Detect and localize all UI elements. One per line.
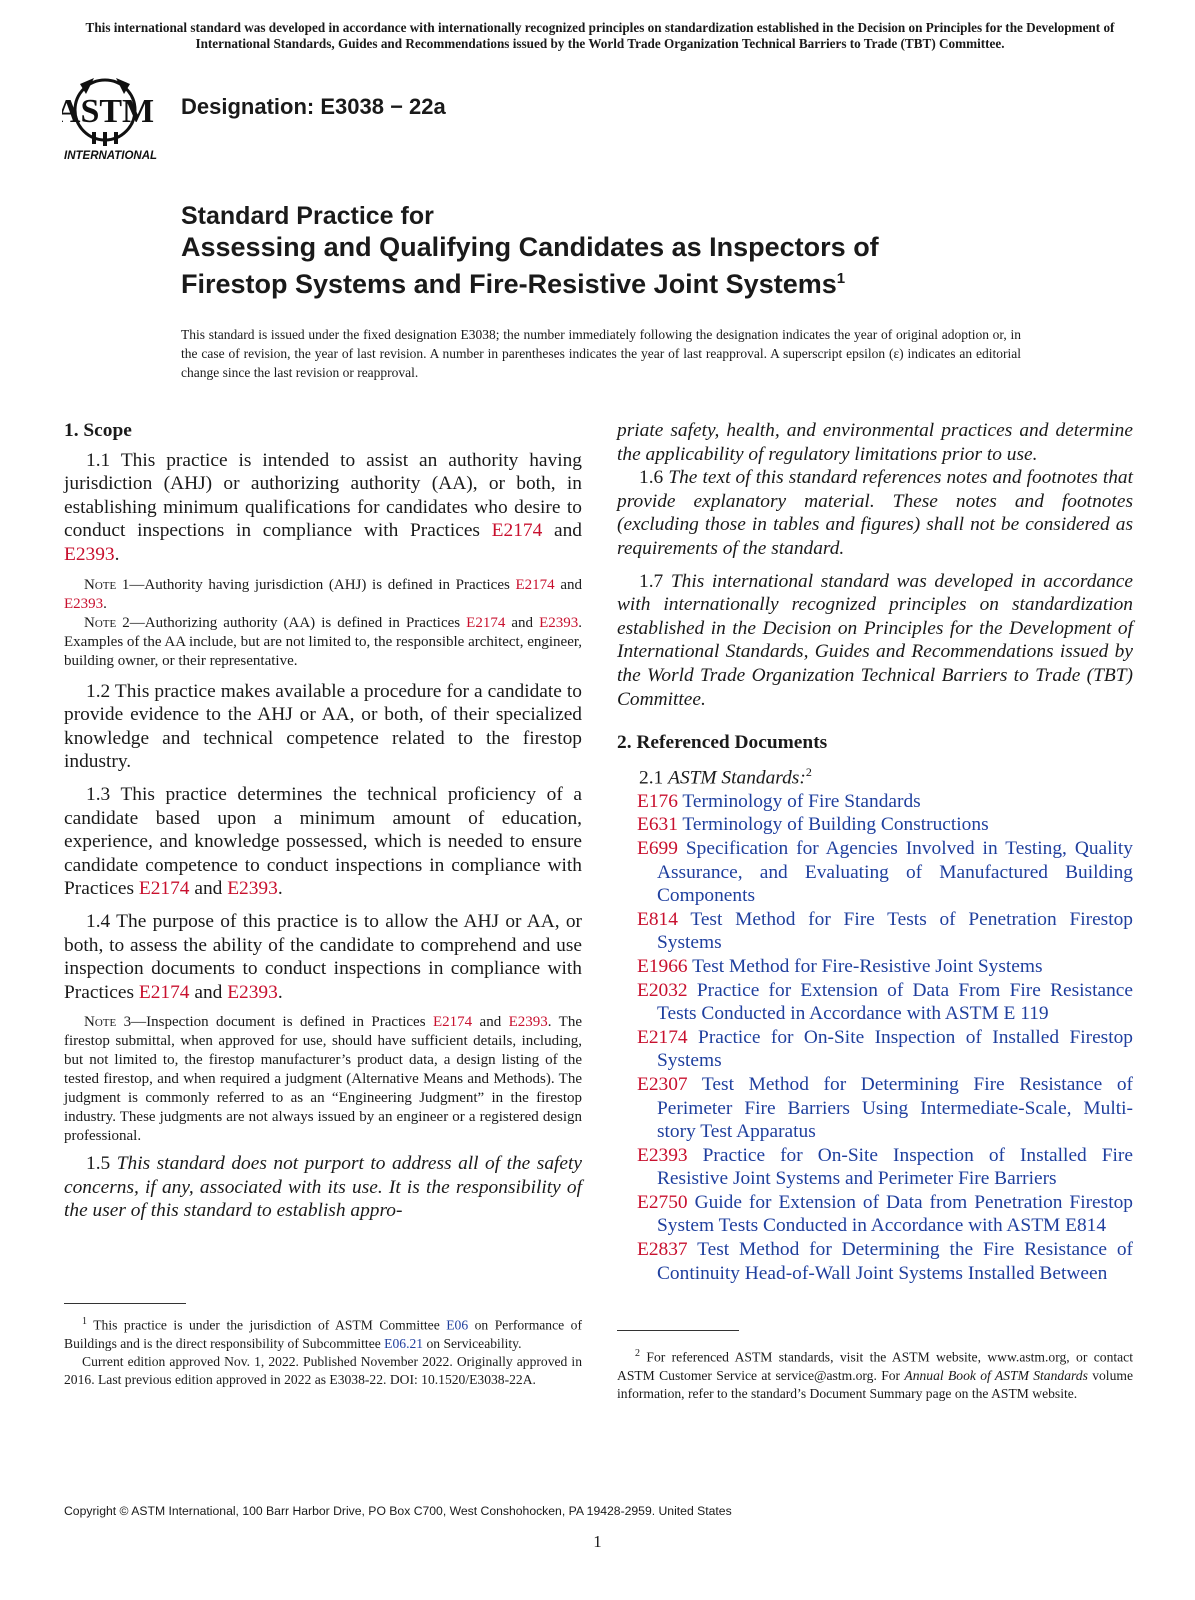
note-2 — [64, 614, 582, 671]
link-e2393[interactable]: E2393 — [64, 595, 104, 612]
text: volume information, refer to the standard’s Document Summary page on the ASTM website. — [617, 1367, 1133, 1401]
text: . Examples of the AA include, but are not limited to, the responsible architect, engineer, building owner, or their representative. — [64, 614, 582, 669]
ref-code[interactable]: E699 — [637, 837, 678, 859]
text: and — [189, 878, 228, 900]
section-1-4 — [64, 910, 582, 1004]
note-1 — [64, 576, 582, 614]
wto-notice: This international standard was developed in accordance with internationally recognized principles on standardization established in the Decision on Principles for the Development of International Standards, Guides and Recommendations issued by the World Trade Organization Technical Barriers to Trade (TBT) Committee. — [85, 20, 1115, 51]
section-1-6 — [617, 466, 1133, 560]
copyright: Copyright © ASTM International, 100 Barr Harbor Drive, PO Box C700, West Conshohocken, PA 19428-2959. United States — [64, 1504, 732, 1518]
section-1-1 — [64, 449, 582, 567]
text: . — [103, 595, 107, 612]
title-footnote-mark: 1 — [836, 270, 846, 287]
text: . The firestop submittal, when approved for use, should have sufficient details, including, but not limited to, the firestop manufacturer’s product data, a design listing of the tested firestop, and when required a judgment (Alternative Means and Methods). The judgment is commonly referred to as an “Engineering Judgment” in the firestop industry. These judgments are not always issued by an engineer or a registered design professional. — [64, 1014, 582, 1145]
referenced-documents-heading: 2. Referenced Documents — [617, 732, 828, 754]
scope-heading: 1. Scope — [64, 420, 132, 441]
footnote-2 — [617, 1345, 1133, 1403]
text: and — [472, 1014, 509, 1031]
title-line-3-text: Firestop Systems and Fire-Resistive Joint Systems — [181, 269, 837, 299]
footnote-1-edition: Current edition approved Nov. 1, 2022. Published November 2022. Originally approved in 2016. Last previous edition approved in 2022 as E3038-22. DOI: 10.1520/E3038-22A. — [64, 1353, 582, 1387]
text: 1.1 This practice is intended to assist an authority having jurisdiction (AHJ) or authorizing authority (AA), or both, in establishing minimum qualifications for candidates who desire to conduct inspections in compliance with Practices — [64, 449, 582, 542]
designation: Designation: E3038 − 22a — [181, 94, 446, 119]
text: and — [505, 614, 540, 631]
text: This international standard was developed in accordance with internationally recognized principles on standardization established in the Decision on Principles for the Development of International Standards, Guides and Recommendations issued by the World Trade Organization Technical Barriers to Trade (TBT) Committee. — [617, 570, 1134, 710]
astm-logo — [62, 72, 170, 164]
right-column — [617, 419, 1133, 1285]
text: 2.1 — [639, 767, 669, 789]
left-column — [64, 419, 582, 1223]
list-item[interactable] — [637, 813, 1133, 837]
ref-code[interactable]: E2174 — [637, 1026, 688, 1048]
link-e06-21[interactable]: E06.21 — [384, 1335, 424, 1351]
list-item[interactable] — [637, 837, 1133, 908]
link-e2174[interactable]: E2174 — [138, 878, 190, 900]
footnote-2-text — [617, 1345, 1133, 1403]
section-1-3 — [64, 783, 582, 901]
text: . — [114, 543, 120, 565]
link-e2393[interactable]: E2393 — [227, 878, 278, 900]
footnote-divider — [617, 1330, 739, 1331]
ref-code[interactable]: E2032 — [637, 979, 688, 1001]
footnote-mark: 1 — [82, 1316, 87, 1327]
link-e2393[interactable]: E2393 — [508, 1014, 548, 1031]
ref-code[interactable]: E176 — [637, 790, 678, 812]
text: and — [554, 576, 582, 593]
text: 1.4 The purpose of this practice is to allow the AHJ or AA, or both, to assess the ability of the candidate to comprehend and use inspection documents to conduct inspections in compliance with Practices — [64, 910, 582, 1003]
text: This practice is under the jurisdiction of ASTM Committee — [87, 1317, 447, 1333]
ref-title[interactable]: Practice for On-Site Inspection of Installed Fire Resistive Joint Systems and Perimeter Fire Barriers — [657, 1144, 1133, 1190]
link-e2174[interactable]: E2174 — [432, 1014, 473, 1031]
ref-code[interactable]: E1966 — [637, 955, 688, 977]
text: priate safety, health, and environmental practices and determine the applicability of regulatory limitations prior to use. — [617, 420, 1133, 465]
ref-code[interactable]: E631 — [637, 814, 678, 836]
list-item[interactable] — [637, 908, 1133, 955]
section-1-2: 1.2 This practice makes available a procedure for a candidate to provide evidence to the AHJ or AA, or both, of their specialized knowledge and technical competence related to the firestop industry. — [64, 680, 582, 773]
note-label: Note 1 — [84, 576, 130, 593]
note-label: Note 3 — [84, 1014, 132, 1031]
text: 1.5 — [86, 1153, 117, 1175]
ref-title[interactable]: Practice for Extension of Data From Fire Resistance Tests Conducted in Accordance with ASTM E 119 — [657, 979, 1133, 1025]
link-e2393[interactable]: E2393 — [539, 614, 579, 631]
logo-text: ASTM — [62, 93, 155, 130]
text: on Serviceability. — [423, 1335, 522, 1351]
document-title — [181, 201, 1081, 300]
ref-title[interactable]: Test Method for Determining Fire Resistance of Perimeter Fire Barriers Using Intermediate-Scale, Multi-story Test Apparatus — [657, 1073, 1133, 1143]
text: 1.3 This practice determines the technical proficiency of a candidate based upon a minimum amount of education, experience, and knowledge possessed, which is needed to ensure candidate competence to conduct inspections in compliance with Practices — [64, 783, 582, 900]
list-item[interactable] — [637, 1238, 1133, 1285]
list-item[interactable] — [637, 979, 1133, 1026]
text: For referenced ASTM standards, visit the ASTM website, www.astm.org, or contact ASTM Customer Service at service@astm.org. For — [617, 1349, 1133, 1383]
ref-code[interactable]: E814 — [637, 908, 678, 930]
ref-title[interactable]: Test Method for Fire-Resistive Joint Systems — [687, 955, 1043, 977]
logo-subtext: INTERNATIONAL — [64, 150, 158, 162]
text: 1.6 — [639, 467, 669, 489]
section-1-5 — [64, 1152, 582, 1223]
list-item[interactable] — [637, 1191, 1133, 1238]
section-1-7 — [617, 570, 1133, 712]
text: —Authorizing authority (AA) is defined in Practices — [129, 614, 467, 631]
link-e06[interactable]: E06 — [446, 1317, 469, 1333]
ref-title[interactable]: Terminology of Fire Standards — [677, 790, 921, 812]
ref-code[interactable]: E2750 — [637, 1191, 688, 1213]
text: and — [542, 520, 582, 542]
ref-title[interactable]: Practice for On-Site Inspection of Installed Firestop Systems — [657, 1026, 1133, 1072]
astm-logo-icon — [62, 72, 170, 164]
ref-title[interactable]: Guide for Extension of Data from Penetration Firestop System Tests Conducted in Accordance with ASTM E814 — [657, 1191, 1133, 1237]
text: 1.7 — [639, 570, 671, 592]
text: —Inspection document is defined in Practices — [131, 1014, 433, 1031]
section-1-5-continued — [617, 419, 1133, 466]
text: ASTM Standards: — [668, 767, 806, 789]
list-item[interactable] — [637, 1073, 1133, 1144]
text: . — [277, 981, 283, 1003]
footnote-1 — [64, 1313, 582, 1389]
page-number: 1 — [593, 1532, 602, 1551]
issue-note: This standard is issued under the fixed designation E3038; the number immediately following the designation indicates the year of original adoption or, in the case of revision, the year of last revision. A number in parentheses indicates the year of last reapproval. A superscript epsilon (ε) indicates an editorial change since the last revision or reapproval. — [181, 327, 1021, 380]
footnote-mark: 2 — [805, 764, 812, 779]
list-item[interactable] — [637, 1144, 1133, 1191]
text: —Authority having jurisdiction (AHJ) is defined in Practices — [129, 576, 516, 593]
list-item[interactable] — [637, 1026, 1133, 1073]
footnote-divider — [64, 1303, 186, 1304]
ref-code[interactable]: E2307 — [637, 1073, 688, 1095]
section-2-1 — [617, 761, 1133, 790]
footnote-mark: 2 — [635, 1348, 640, 1359]
text: Annual Book of ASTM Standards — [904, 1367, 1088, 1383]
list-item[interactable] — [637, 790, 1133, 814]
ref-code[interactable]: E2393 — [637, 1144, 688, 1166]
ref-title[interactable]: Terminology of Building Constructions — [677, 814, 989, 836]
link-e2393[interactable]: E2393 — [64, 543, 115, 565]
note-3 — [64, 1013, 582, 1146]
ref-title[interactable]: Specification for Agencies Involved in Testing, Quality Assurance, and Evaluating of Manufactured Building Components — [657, 837, 1133, 907]
title-line-2: Assessing and Qualifying Candidates as Inspectors of — [181, 232, 879, 262]
text: The text of this standard references notes and footnotes that provide explanatory material. These notes and footnotes (excluding those in tables and figures) shall not be considered as requirements of the standard. — [617, 467, 1133, 559]
ref-code[interactable]: E2837 — [637, 1239, 688, 1261]
ref-title[interactable]: Test Method for Fire Tests of Penetration Firestop Systems — [657, 908, 1133, 954]
link-e2174[interactable]: E2174 — [466, 614, 506, 631]
note-label: Note 2 — [84, 614, 130, 631]
ref-title[interactable]: Test Method for Determining the Fire Resistance of Continuity Head-of-Wall Joint Systems Installed Between — [657, 1239, 1133, 1284]
list-item[interactable] — [637, 955, 1133, 979]
title-line-1: Standard Practice for — [181, 202, 434, 230]
link-e2174[interactable]: E2174 — [491, 520, 543, 542]
referenced-standards-list — [617, 790, 1133, 1285]
title-line-3 — [181, 263, 1081, 300]
link-e2174[interactable]: E2174 — [138, 981, 190, 1003]
text: . — [277, 878, 283, 900]
link-e2174[interactable]: E2174 — [515, 576, 555, 593]
text: and — [189, 981, 228, 1003]
text: This standard does not purport to address all of the safety concerns, if any, associated with its use. It is the responsibility of the user of this standard to establish appro- — [64, 1153, 582, 1222]
link-e2393[interactable]: E2393 — [227, 981, 278, 1003]
footnote-1-text — [64, 1313, 582, 1353]
text: on Performance of Buildings and is the direct responsibility of Subcommittee — [64, 1317, 582, 1351]
